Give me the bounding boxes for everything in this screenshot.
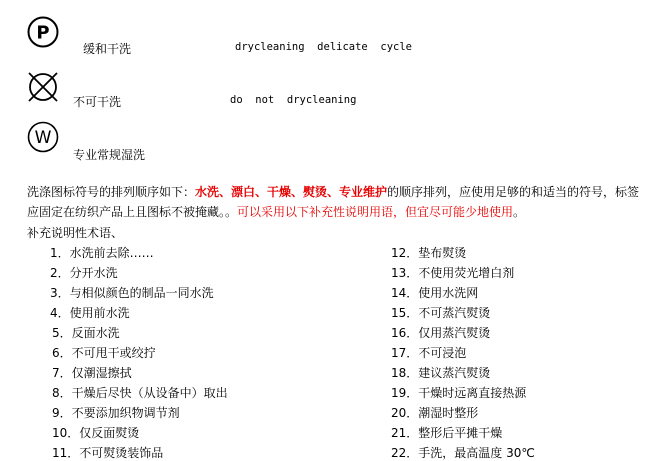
list-item: 19．干燥时远离直接热源 <box>391 386 527 400</box>
list-item: 16．仅用蒸汽熨烫 <box>391 326 491 340</box>
list-item: 9．不要添加织物调节剂 <box>52 406 180 420</box>
supplement-heading: 补充说明性术语、 <box>27 226 124 240</box>
list-item: 12．垫布熨烫 <box>391 246 467 260</box>
paragraph-end: 。 <box>513 205 526 219</box>
list-item: 10．仅反面熨烫 <box>52 426 140 440</box>
circle-w-glyph: W <box>34 128 52 148</box>
list-item: 13．不使用荧光增白剂 <box>391 266 515 280</box>
paragraph-intro: 洗涤图标符号的排列顺序如下： <box>27 185 196 199</box>
symbol-label-no-drycleaning: 不可干洗 <box>73 95 122 109</box>
symbol-label-professional-wetcleaning: 专业常规湿洗 <box>73 148 146 162</box>
list-item: 1．水洗前去除…… <box>50 246 154 260</box>
care-symbol-order-paragraph <box>27 182 647 222</box>
list-item: 3．与相似颜色的制品一同水洗 <box>50 286 214 300</box>
list-item: 4．使用前水洗 <box>50 306 130 320</box>
list-item: 18．建议蒸汽熨烫 <box>391 366 491 380</box>
symbol-en-delicate-drycleaning: drycleaning delicate cycle <box>235 41 413 53</box>
list-item: 21．整形后平摊干燥 <box>391 426 503 440</box>
paragraph-requirements: 的顺序排列，应使用足够的和适当的符号，标签应固定在纺织产品上且图标不被掩藏。。 <box>27 185 640 219</box>
list-item: 20．潮湿时整形 <box>391 406 479 420</box>
symbol-en-no-drycleaning: do not drycleaning <box>230 94 357 106</box>
circle-w-icon <box>26 120 60 154</box>
list-item: 2．分开水洗 <box>50 266 118 280</box>
list-item: 17．不可浸泡 <box>391 346 467 360</box>
list-item: 11．不可熨烫装饰品 <box>52 446 164 460</box>
list-item: 22．手洗，最高温度 30℃ <box>391 446 535 460</box>
crossed-circle-icon <box>26 70 60 104</box>
paragraph-order-sequence: 水洗、漂白、干燥、熨烫、专业维护 <box>195 185 388 199</box>
list-item: 7．仅潮湿擦拭 <box>52 366 132 380</box>
symbol-label-delicate-drycleaning: 缓和干洗 <box>83 42 132 56</box>
list-item: 6．不可甩干或绞拧 <box>52 346 156 360</box>
paragraph-supplement-note: 可以采用以下补充性说明用语，但宜尽可能少地使用 <box>237 205 514 219</box>
circle-p-glyph: P <box>36 22 50 44</box>
list-item: 8．干燥后尽快（从设备中）取出 <box>52 386 228 400</box>
circle-p-icon <box>26 15 60 49</box>
list-item: 14．使用水洗网 <box>391 286 479 300</box>
list-item: 15．不可蒸汽熨烫 <box>391 306 491 320</box>
list-item: 5．反面水洗 <box>52 326 120 340</box>
